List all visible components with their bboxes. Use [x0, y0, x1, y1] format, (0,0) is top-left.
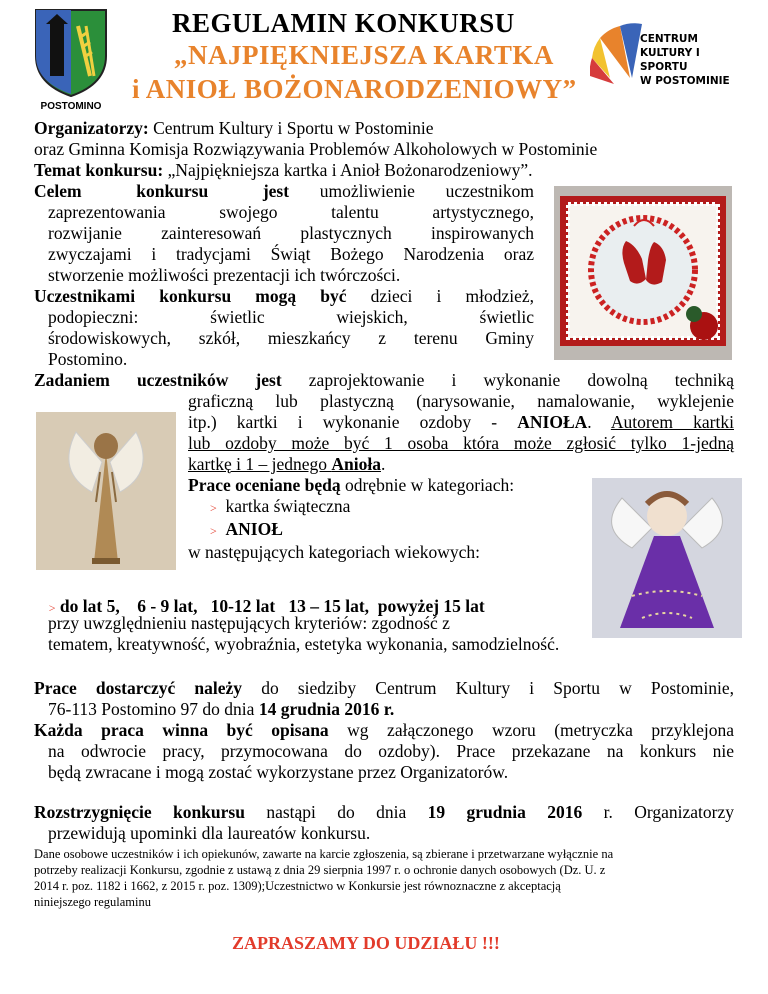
goal-section [34, 181, 534, 286]
resolution-date: 19 grudnia 2016 [427, 802, 583, 822]
delivery-line-1: do siedziby Centrum Kultury i Sportu w Postominie, [242, 678, 735, 698]
task-punct: . [587, 412, 611, 432]
categories-text: odrębnie w kategoriach: [340, 475, 515, 495]
criteria-line-1: przy uwzględnieniu następujących kryteriów: zgodność z [48, 613, 450, 633]
participants-line-1: dzieci i młodzież, [370, 286, 535, 306]
subtitle-line-1: „NAJPIĘKNIEJSZA KARTKA [174, 40, 554, 70]
subtitle-line-2: i ANIOŁ BOŻONARODZENIOWY” [132, 74, 577, 104]
gdpr-line-3: 2014 r. poz. 1182 i 1662, z 2015 r. poz. 1309);Uczestnictwo w Konkursie jest równoznaczne z akceptacją [34, 879, 561, 893]
gdpr-notice [34, 846, 734, 910]
coat-of-arms-icon [32, 6, 110, 98]
task-line-4: lub ozdoby może być 1 osoba która może zgłosić tylko 1-jedną [188, 433, 734, 453]
task-line-1: zaprojektowanie i wykonanie dowolną techniką [308, 370, 735, 390]
goal-line-2: zaprezentowania swojego talentu artystycznego, [48, 202, 534, 222]
criteria-line-2: tematem, kreatywność, wyobraźnia, estetyka wykonania, samodzielność. [48, 634, 560, 654]
felt-angel-photo [592, 478, 742, 638]
bullet-icon: > [210, 501, 217, 515]
straw-angel-photo [36, 412, 176, 570]
page-title: REGULAMIN KONKURSU [172, 8, 515, 38]
delivery-section [34, 678, 734, 783]
goal-line-5: stworzenie możliwości prezentacji ich twórczości. [48, 265, 401, 285]
categories-label: Prace oceniane będą [188, 475, 341, 495]
participants-line-3: środowiskowych, szkół, mieszkańcy z terenu Gminy [48, 328, 534, 348]
gdpr-line-1: Dane osobowe uczestników i ich opiekunów, zawarte na karcie zgłoszenia, są zbierane i przetwarzane wyłącznie na [34, 847, 614, 861]
task-line-3: itp.) kartki i wykonanie ozdoby - [188, 412, 518, 432]
mittens-card-image [554, 186, 732, 360]
participants-line-4: Postomino. [48, 349, 128, 369]
category-angel: ANIOŁ [225, 519, 283, 539]
task-section [34, 370, 734, 391]
gdpr-line-2: potrzeby realizacji Konkursu, zgodnie z ustawą z dnia 29 sierpnia 1997 r. o ochronie danych osobowych (Dz. U. z [34, 863, 606, 877]
resolution-section [34, 802, 734, 844]
participants-line-2: podopieczni: świetlic wiejskich, świetlic [48, 307, 534, 327]
cultural-centre-logo [590, 18, 750, 98]
delivery-line-2: 76-113 Postomino 97 do dnia [48, 699, 259, 719]
goal-label: Celem konkursu jest [34, 181, 290, 201]
task-punct-2: . [380, 454, 386, 474]
coat-caption: POSTOMINO [40, 101, 102, 112]
description-label: Każda praca winna być opisana [34, 720, 329, 740]
task-label: Zadaniem uczestników jest [34, 370, 282, 390]
logo-line-2: KULTURY I SPORTU [640, 47, 700, 73]
description-line-3: będą zwracane i mogą zostać wykorzystane przez Organizatorów. [48, 762, 509, 782]
christmas-card-photo [554, 186, 732, 360]
age-intro: w następujących kategoriach wiekowych: [188, 542, 481, 562]
task-line-2: graficzną lub plastyczną (narysowanie, namalowanie, wyklejenie [188, 391, 734, 411]
felt-angel-image [592, 478, 742, 638]
task-angel-word-2: Anioła [331, 454, 381, 474]
theme-text: „Najpiękniejsza kartka i Anioł Bożonarodzeniowy”. [163, 160, 533, 180]
participants-section [34, 286, 534, 370]
bullet-icon: > [48, 601, 56, 615]
straw-angel-image [36, 412, 176, 570]
theme-label: Temat konkursu: [34, 160, 164, 180]
description-line-1: wg załączonego wzoru (metryczka przyklejona [328, 720, 735, 740]
logo-line-3: W POSTOMINIE [640, 75, 730, 87]
invitation-footer: ZAPRASZAMY DO UDZIAŁU !!! [232, 933, 500, 953]
goal-line-3: rozwijanie zainteresowań plastycznych inspirowanych [48, 223, 534, 243]
resolution-line-1: nastąpi do dnia [244, 802, 428, 822]
resolution-label: Rozstrzygnięcie konkursu [34, 802, 245, 822]
task-angel-word: ANIOŁA [517, 412, 588, 432]
category-card: kartka świąteczna [225, 496, 351, 516]
bullet-icon: > [210, 524, 217, 538]
age-groups-text: do lat 5, 6 - 9 lat, 10-12 lat 13 – 15 lat, powyżej 15 lat [59, 596, 485, 616]
gdpr-line-4: niniejszego regulaminu [34, 895, 151, 909]
logo-line-1: CENTRUM [640, 33, 698, 45]
organizers-text-2: oraz Gminna Komisja Rozwiązywania Problemów Alkoholowych w Postominie [34, 139, 598, 159]
task-author-text: Autorem kartki [610, 412, 734, 432]
organizers-section [34, 118, 734, 181]
delivery-label: Prace dostarczyć należy [34, 678, 243, 698]
organizers-text: Centrum Kultury i Sportu w Postominie [148, 118, 434, 138]
resolution-line-1-end: r. Organizatorzy [582, 802, 734, 822]
organizers-label: Organizatorzy: [34, 118, 149, 138]
coat-of-arms [32, 6, 110, 112]
goal-line-1: umożliwienie uczestnikom [319, 181, 535, 201]
description-line-2: na odwrocie pracy, przymocowana do ozdoby). Prace przekazane na konkurs nie [48, 741, 734, 761]
task-line-5: kartkę i 1 – jednego [188, 454, 332, 474]
goal-line-4: zwyczajami i tradycjami Świąt Bożego Narodzenia oraz [48, 244, 534, 264]
delivery-deadline: 14 grudnia 2016 r. [258, 699, 395, 719]
participants-label: Uczestnikami konkursu mogą być [34, 286, 347, 306]
resolution-line-2: przewidują upominki dla laureatów konkursu. [48, 823, 371, 843]
